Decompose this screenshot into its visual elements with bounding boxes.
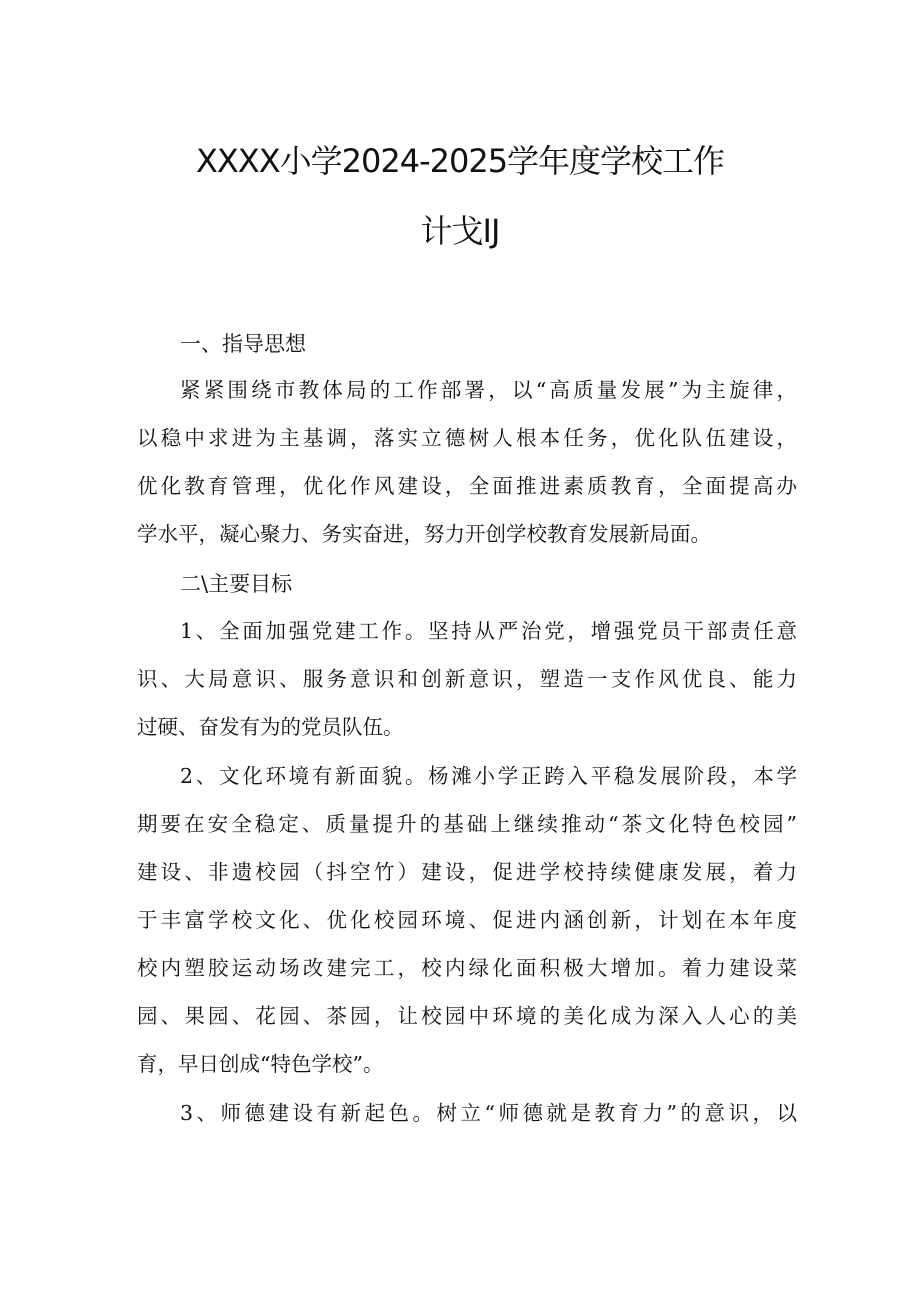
paragraph-line: 于丰富学校文化、优化校园环境、促进内涵创新，计划在本年度 [137, 908, 797, 932]
paragraph-line: 识、大局意识、服务意识和创新意识，塑造一支作风优良、能力 [137, 667, 797, 691]
paragraph-line: 2、文化环境有新面貌。杨滩小学正跨入平稳发展阶段，本学 [180, 764, 797, 788]
paragraph-line: 紧紧围绕市教体局的工作部署，以“高质量发展”为主旋律， [180, 378, 797, 402]
section-heading-main-goals: 二\主要目标 [180, 572, 293, 596]
paragraph-line: 校内塑胶运动场改建完工，校内绿化面积极大增加。着力建设菜 [137, 956, 797, 980]
paragraph-line: 园、果园、花园、茶园，让校园中环境的美化成为深入人心的美 [137, 1004, 797, 1028]
paragraph-line: 建设、非遗校园（抖空竹）建设，促进学校持续健康发展，着力 [137, 860, 797, 884]
paragraph-line: 以稳中求进为主基调，落实立德树人根本任务，优化队伍建设， [137, 426, 797, 450]
paragraph-line: 育，早日创成“特色学校”。 [137, 1052, 384, 1076]
paragraph-line: 学水平，凝心聚力、务实奋进，努力开创学校教育发展新局面。 [137, 522, 711, 546]
document-title-line-2: 计戈IJ [420, 212, 500, 250]
section-heading-guiding-ideology: 一、指导思想 [180, 332, 306, 356]
document-title-line-1: XXXX小学2024-2025学年度学校工作 [195, 142, 725, 180]
paragraph-line: 期要在安全稳定、质量提升的基础上继续推动“茶文化特色校园” [137, 812, 797, 836]
paragraph-line: 1、全面加强党建工作。坚持从严治党，增强党员干部责任意 [180, 619, 797, 643]
paragraph-line: 过硬、奋发有为的党员队伍。 [137, 715, 404, 739]
paragraph-line: 3、师德建设有新起色。树立“师德就是教育力”的意识，以 [180, 1101, 797, 1125]
paragraph-line: 优化教育管理，优化作风建设，全面推进素质教育，全面提高办 [137, 474, 797, 498]
